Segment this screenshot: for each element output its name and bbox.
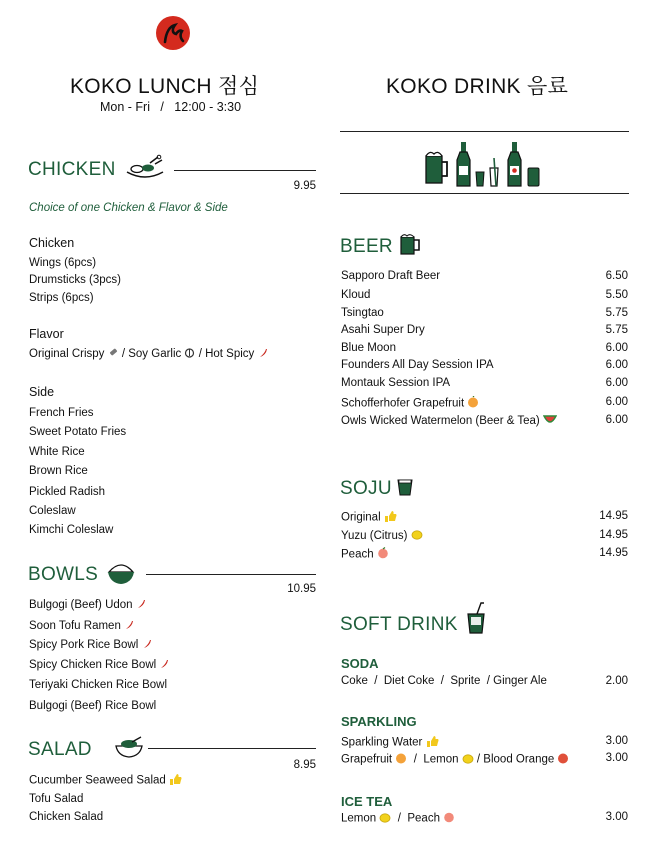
soda-price: 2.00 — [605, 675, 628, 687]
garlic-icon — [184, 347, 195, 361]
side-item: Kimchi Coleslaw — [29, 524, 114, 536]
sparkling-flavors-line: Grapefruit / Lemon / Blood Orange — [341, 752, 569, 767]
chili-pepper-icon — [124, 619, 135, 633]
beer-price: 6.50 — [605, 270, 628, 282]
bowl-item: Teriyaki Chicken Rice Bowl — [29, 679, 168, 691]
restaurant-logo — [156, 16, 190, 50]
side-item: White Rice — [29, 446, 85, 458]
beer-heading: BEER — [340, 236, 393, 257]
bowls-price: 10.95 — [287, 583, 316, 595]
fried-chicken-icon — [124, 154, 166, 182]
beer-mug-icon — [400, 231, 422, 255]
salad-item: Tofu Salad — [29, 793, 84, 805]
salad-rule — [148, 748, 316, 749]
ice-tea-flavor: Peach — [407, 812, 440, 825]
drink-illustration-rule — [340, 193, 629, 194]
thumbs-up-icon — [384, 510, 397, 525]
beer-price: 6.00 — [605, 342, 628, 354]
beer-price: 5.50 — [605, 289, 628, 301]
salad-bowl-icon — [114, 736, 144, 758]
lemon-icon — [379, 812, 391, 826]
flavor-label: Flavor — [29, 327, 64, 341]
bowls-heading: BOWLS — [28, 564, 99, 585]
soda-line: Coke / Diet Coke / Sprite / Ginger Ale — [341, 675, 547, 687]
salad-item: Chicken Salad — [29, 811, 104, 823]
sparkling-flavor: Grapefruit — [341, 753, 393, 766]
soju-name: Peach — [341, 548, 374, 561]
soft-drink-heading: SOFT DRINK — [340, 614, 458, 635]
chicken-subtitle: Choice of one Chicken & Flavor & Side — [29, 202, 228, 214]
soda-item: Diet Coke — [383, 675, 435, 687]
beer-name-line — [341, 396, 479, 411]
peach-icon — [377, 547, 389, 562]
beer-price: 6.00 — [605, 414, 628, 426]
soju-name: Original — [341, 511, 381, 524]
beer-price: 5.75 — [605, 307, 628, 319]
side-item: French Fries — [29, 407, 94, 419]
beer-name: Owls Wicked Watermelon (Beer & Tea) — [341, 415, 540, 428]
beer-price: 5.75 — [605, 324, 628, 336]
side-item: Coleslaw — [29, 505, 76, 517]
sparkling-water-price: 3.00 — [605, 735, 628, 747]
soda-label: SODA — [341, 656, 379, 671]
beer-name: Schofferhofer Grapefruit — [341, 397, 465, 410]
beer-price: 6.00 — [605, 396, 628, 408]
lunch-hours: Mon - Fri / 12:00 - 3:30 — [100, 100, 242, 114]
soda-item: Ginger Ale — [493, 675, 547, 687]
soju-price: 14.95 — [599, 510, 628, 522]
beer-name: Sapporo Draft Beer — [341, 270, 441, 282]
thumbs-up-icon — [426, 735, 439, 750]
side-item: Brown Rice — [29, 465, 88, 477]
sparkling-water-line — [341, 735, 439, 750]
side-item: Pickled Radish — [29, 486, 106, 498]
soju-name-line — [341, 529, 423, 543]
chicken-label: Chicken — [29, 236, 75, 250]
ice-tea-label: ICE TEA — [341, 794, 393, 809]
side-label: Side — [29, 385, 55, 399]
bowls-rule — [146, 574, 316, 575]
soju-name: Yuzu (Citrus) — [341, 530, 408, 543]
soft-drink-cup-icon — [466, 602, 486, 634]
thumbs-up-icon — [169, 773, 182, 788]
lemon-icon — [411, 529, 423, 543]
peach-icon — [443, 811, 455, 826]
chicken-price: 9.95 — [293, 180, 316, 192]
beer-name: Blue Moon — [341, 342, 396, 354]
ice-tea-price: 3.00 — [605, 811, 628, 823]
beer-name: Tsingtao — [341, 307, 384, 319]
chicken-rule — [174, 170, 316, 171]
flavor-item: Hot Spicy — [205, 348, 255, 361]
rice-bowl-icon — [106, 560, 136, 586]
soda-item: Sprite — [450, 675, 481, 687]
bowl-item: Bulgogi (Beef) Rice Bowl — [29, 700, 157, 712]
soju-price: 14.95 — [599, 529, 628, 541]
chili-pepper-icon — [159, 658, 170, 672]
ice-tea-line: Lemon / Peach — [341, 811, 455, 826]
sparkling-flavor: Lemon — [423, 753, 459, 766]
chili-pepper-icon — [136, 598, 147, 612]
salad-price: 8.95 — [293, 759, 316, 771]
bowl-item: Spicy Pork Rice Bowl — [29, 638, 153, 652]
flavor-item: Original Crispy — [29, 348, 105, 361]
drinks-illustration-icon — [424, 140, 548, 188]
beer-price: 6.00 — [605, 359, 628, 371]
soju-heading: SOJU — [340, 478, 392, 499]
sparkling-flavor: Blood Orange — [483, 753, 555, 766]
watermelon-icon — [543, 414, 557, 428]
beer-name: Founders All Day Session IPA — [341, 359, 494, 371]
chicken-heading: CHICKEN — [28, 159, 116, 180]
soju-name-line — [341, 510, 397, 525]
sparkling-label: SPARKLING — [341, 714, 417, 729]
beer-name: Kloud — [341, 289, 371, 301]
sparkling-flavors-price: 3.00 — [605, 752, 628, 764]
grapefruit-icon — [395, 752, 407, 767]
bowl-item: Bulgogi (Beef) Udon — [29, 598, 147, 612]
bowl-item: Spicy Chicken Rice Bowl — [29, 658, 170, 672]
side-item: Sweet Potato Fries — [29, 426, 127, 438]
beer-name-line — [341, 414, 557, 428]
lemon-icon — [462, 753, 474, 767]
ice-tea-flavor: Lemon — [341, 812, 377, 825]
chicken-item: Strips (6pcs) — [29, 292, 94, 304]
soda-item: Coke — [341, 675, 368, 687]
beer-name: Montauk Session IPA — [341, 377, 451, 389]
chicken-item: Wings (6pcs) — [29, 257, 97, 269]
crispy-icon — [108, 347, 119, 361]
soju-name-line — [341, 547, 389, 562]
flavor-item: Soy Garlic — [128, 348, 182, 361]
sparkling-water: Sparkling Water — [341, 736, 423, 749]
grapefruit-icon — [467, 396, 479, 411]
drink-title: KOKO DRINK 음료 — [386, 75, 569, 98]
lunch-title: KOKO LUNCH 점심 — [70, 75, 260, 98]
bowl-item: Soon Tofu Ramen — [29, 619, 135, 633]
chili-pepper-icon — [258, 347, 269, 361]
beer-name: Asahi Super Dry — [341, 324, 425, 336]
flavor-line: Original Crispy / Soy Garlic / Hot Spicy — [29, 347, 269, 361]
drink-top-rule — [340, 131, 629, 132]
soju-price: 14.95 — [599, 547, 628, 559]
beer-price: 6.00 — [605, 377, 628, 389]
salad-heading: SALAD — [28, 739, 92, 760]
chili-pepper-icon — [142, 638, 153, 652]
chicken-item: Drumsticks (3pcs) — [29, 274, 122, 286]
soju-glass-icon — [397, 478, 413, 496]
salad-item: Cucumber Seaweed Salad — [29, 773, 182, 788]
